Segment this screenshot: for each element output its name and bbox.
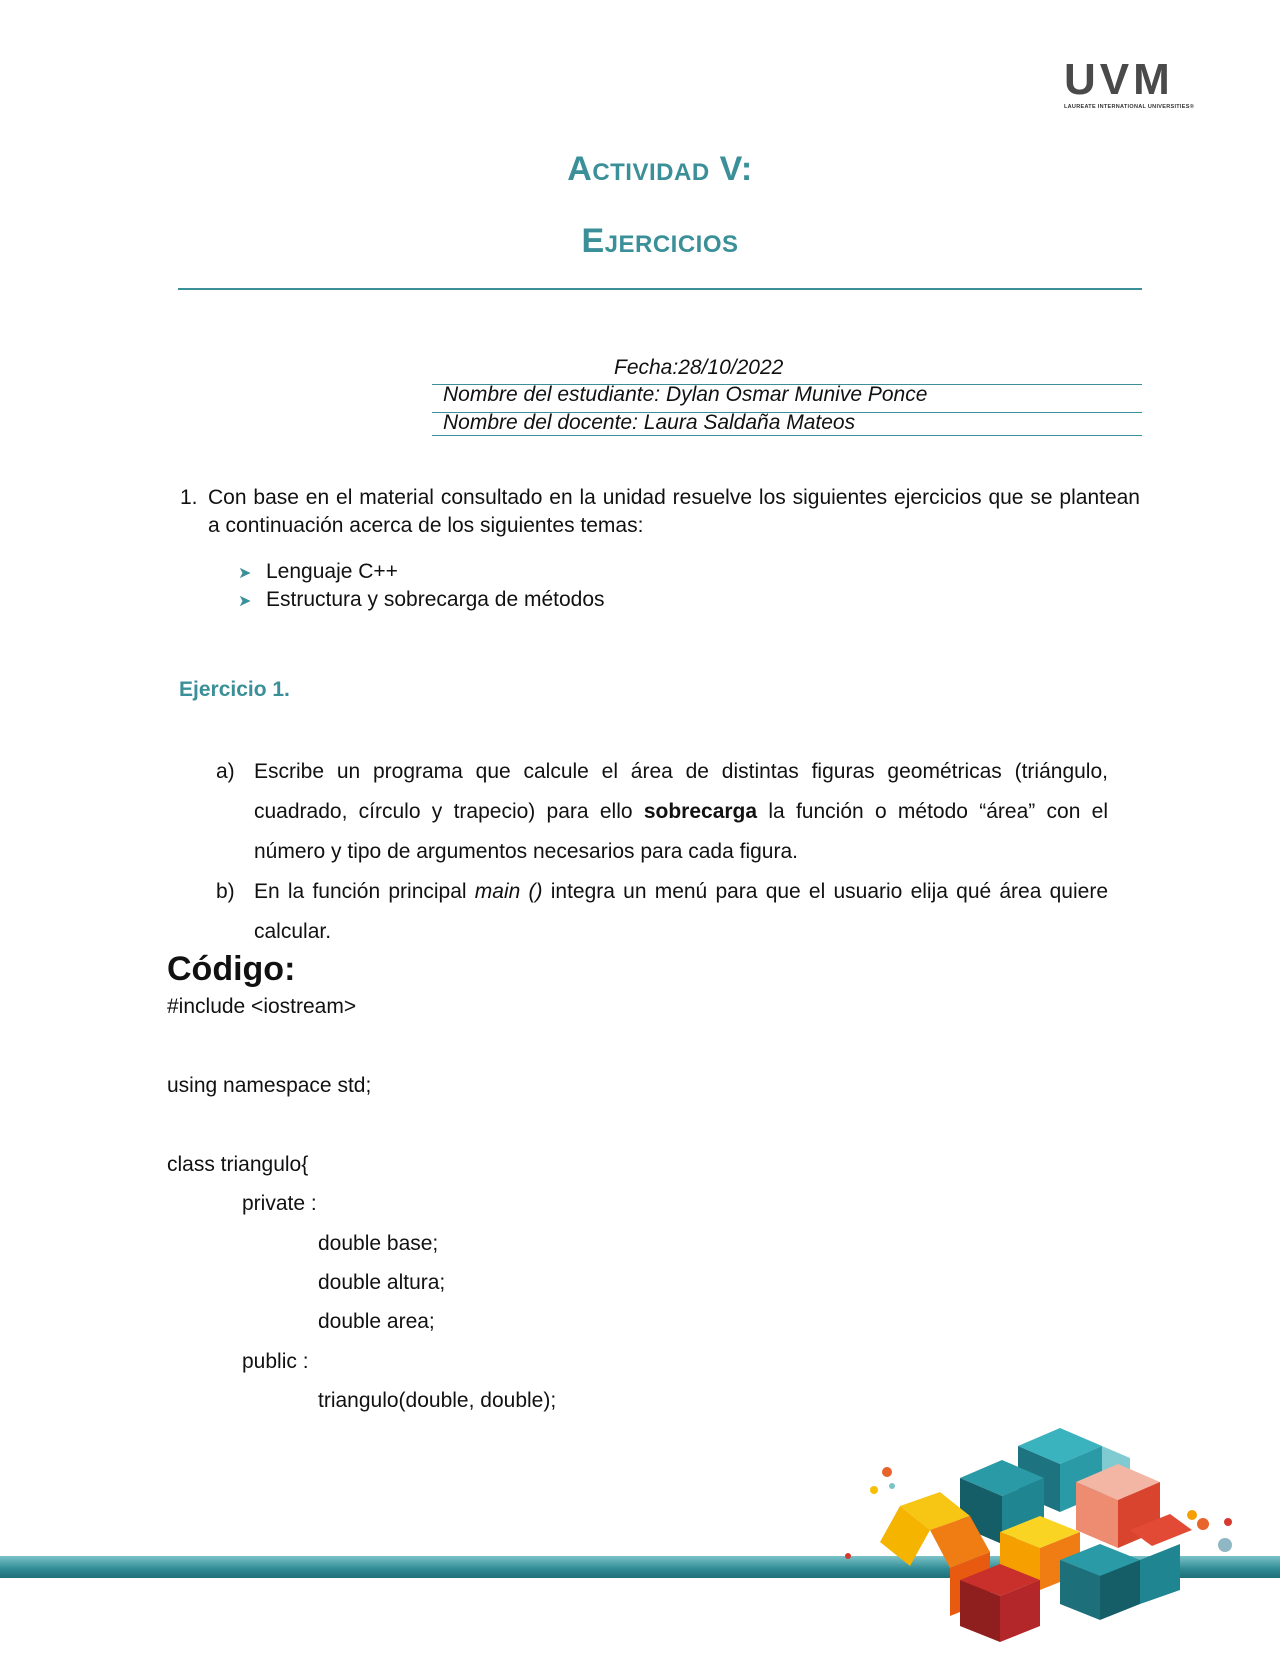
code-line: double area;	[318, 1310, 435, 1333]
bullet-item	[238, 560, 398, 584]
item-text-part: la función o método “área” con el número y tipo de argumentos necesarios para cada figura.	[254, 800, 1108, 863]
logo-text: UVM	[1064, 55, 1174, 104]
page-title: Actividad V:	[567, 150, 753, 188]
bullet-label: Estructura y sobrecarga de métodos	[266, 588, 605, 611]
item-label: b)	[216, 880, 235, 903]
code-line: #include <iostream>	[167, 995, 357, 1018]
exercise-item-a	[216, 752, 1108, 872]
dot	[1197, 1518, 1209, 1530]
code-line: double altura;	[318, 1271, 446, 1294]
item-text	[254, 752, 1108, 872]
item-text-part: integra un menú para que el usuario elija qué área quiere calcular.	[254, 880, 1108, 943]
exercise-item-b	[216, 872, 1108, 952]
logo-subtitle: LAUREATE INTERNATIONAL UNIVERSITIES®	[1064, 104, 1195, 110]
dot	[1187, 1510, 1197, 1520]
instruction-number: 1.	[180, 486, 198, 509]
date-field: Fecha:28/10/2022	[614, 356, 784, 379]
teacher-name: Nombre del docente: Laura Saldaña Mateos	[443, 411, 856, 434]
page-subtitle: Ejercicios	[581, 222, 739, 260]
item-text-part: En la función principal	[254, 880, 475, 903]
code-title: Código:	[167, 950, 296, 988]
arrow-bullet-icon: ➤	[238, 565, 252, 582]
dot	[889, 1483, 895, 1489]
info-divider	[432, 435, 1142, 436]
dot	[1218, 1538, 1232, 1552]
code-line: class triangulo{	[167, 1153, 309, 1176]
dot	[870, 1486, 878, 1494]
bullet-item	[238, 588, 605, 612]
instructions	[180, 484, 1140, 540]
item-text-part: Escribe un programa que calcule el área de distintas figuras geométricas (triángulo, cuadrado, círculo y trapecio) para ello	[254, 760, 1108, 823]
arrow-bullet-icon: ➤	[238, 593, 252, 610]
item-text	[254, 872, 1108, 952]
instruction-text: Con base en el material consultado en la unidad resuelve los siguientes ejercicios que se plantean a continuación acerca de los siguientes temas:	[208, 486, 1140, 537]
dot	[882, 1467, 892, 1477]
cube-face	[1140, 1544, 1180, 1604]
student-name: Nombre del estudiante: Dylan Osmar Munive Ponce	[443, 383, 928, 406]
bullet-label: Lenguaje C++	[266, 560, 398, 583]
item-label: a)	[216, 760, 235, 783]
item-text-bold: sobrecarga	[643, 800, 758, 823]
code-line: using namespace std;	[167, 1074, 372, 1097]
code-line: triangulo(double, double);	[318, 1389, 557, 1412]
exercise-title: Ejercicio 1.	[179, 678, 290, 701]
dot	[1224, 1518, 1232, 1526]
item-text-italic: main ()	[474, 880, 543, 903]
title-divider	[178, 288, 1142, 290]
code-line: public :	[242, 1350, 309, 1373]
dot	[845, 1553, 851, 1559]
uvm-logo	[1064, 55, 1198, 110]
code-line: double base;	[318, 1232, 439, 1255]
decorative-cubes-graphic	[840, 1420, 1270, 1656]
code-line: private :	[242, 1192, 317, 1215]
